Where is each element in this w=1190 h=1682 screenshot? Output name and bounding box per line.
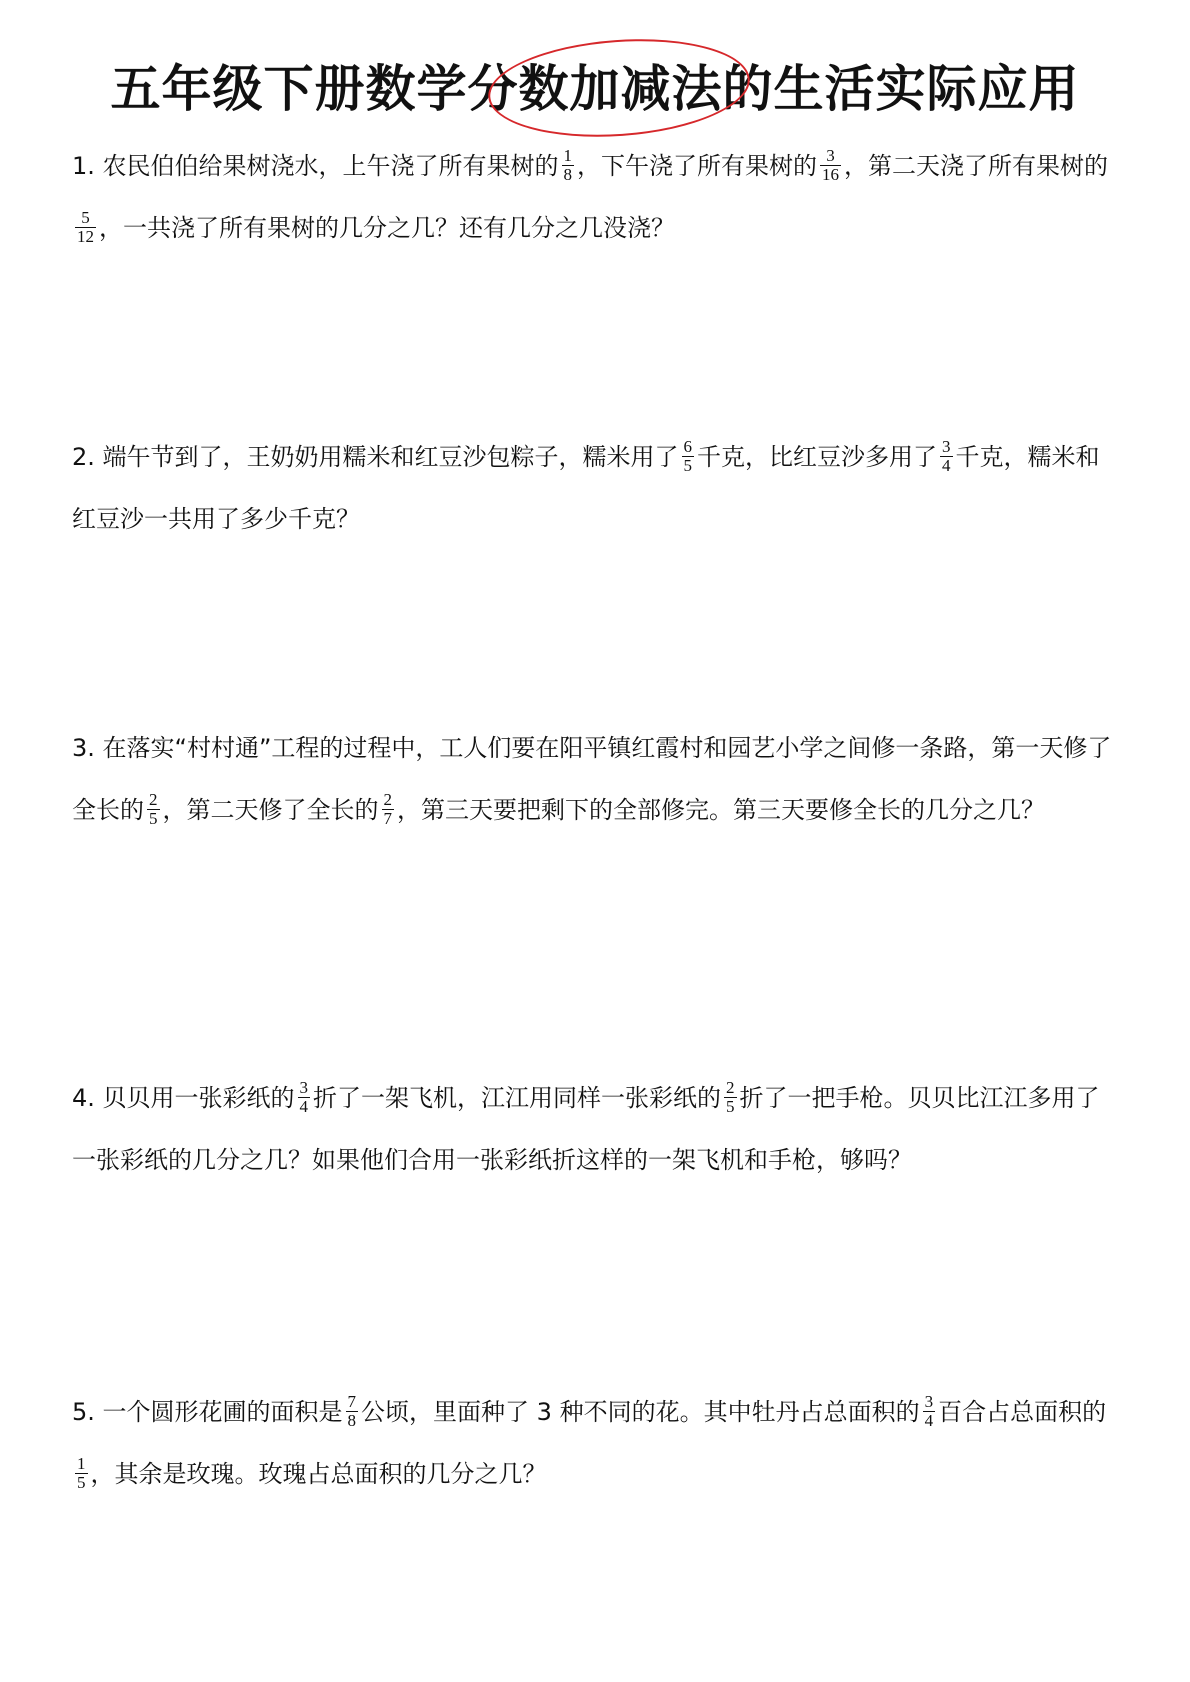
question-text: 千克，比红豆沙多用了 [697, 443, 938, 471]
question-text: ，其余是玫瑰。玫瑰占总面积的几分之几？ [90, 1460, 547, 1488]
fraction-denominator: 12 [77, 226, 94, 246]
question-4 [72, 1067, 1120, 1191]
question-number: 3. [72, 734, 95, 762]
fraction-denominator: 5 [683, 455, 693, 475]
fraction [682, 438, 695, 475]
question-5 [72, 1381, 1120, 1505]
question-3 [72, 717, 1120, 841]
fraction-denominator: 4 [924, 1410, 934, 1430]
question-number: 2. [72, 443, 95, 471]
fraction-numerator: 3 [924, 1391, 934, 1411]
question-text: 端午节到了，王奶奶用糯米和红豆沙包粽子，糯米用了 [102, 443, 679, 471]
fraction-denominator: 4 [942, 455, 951, 475]
fraction-numerator: 2 [726, 1077, 735, 1097]
question-text: ，第二天修了全长的 [162, 796, 379, 824]
fraction-numerator: 1 [77, 1453, 86, 1473]
page-title: 五年级下册数学分数加减法的生活实际应用 [110, 60, 1080, 118]
fraction-denominator: 5 [149, 808, 158, 828]
red-circle-annotation [485, 31, 753, 145]
fraction-numerator: 1 [563, 145, 573, 165]
fraction-denominator: 8 [347, 1410, 357, 1430]
question-text: 贝贝用一张彩纸的 [102, 1084, 295, 1112]
fraction [75, 209, 96, 246]
fraction [923, 1393, 936, 1430]
fraction-numerator: 3 [299, 1077, 309, 1097]
question-text: 公顷，里面种了 3 种不同的花。其中牡丹占总面积的 [361, 1398, 920, 1426]
fraction-denominator: 4 [299, 1096, 309, 1116]
fraction [147, 791, 160, 828]
question-1 [72, 135, 1120, 259]
fraction [75, 1455, 88, 1492]
question-2 [72, 426, 1120, 550]
question-number: 5. [72, 1398, 95, 1426]
question-text: 千克，糯米和红豆沙一共用了多少千克？ [72, 443, 1100, 533]
fraction-numerator: 6 [683, 436, 693, 456]
fraction-denominator: 5 [77, 1472, 86, 1492]
fraction-numerator: 7 [347, 1391, 357, 1411]
question-text: 折了一把手枪。贝贝比江江多用了一张彩纸的几分之几？如果他们合用一张彩纸折这样的一架飞机和手枪，够吗？ [72, 1084, 1100, 1174]
fraction-denominator: 16 [822, 164, 840, 184]
fraction [562, 147, 575, 184]
fraction-numerator: 2 [149, 789, 158, 809]
question-text: ，第二天浇了所有果树的 [844, 152, 1109, 180]
question-text: ，第三天要把剩下的全部修完。第三天要修全长的几分之几？ [397, 796, 1045, 824]
question-text: 农民伯伯给果树浇水，上午浇了所有果树的 [102, 152, 559, 180]
question-text: ，下午浇了所有果树的 [577, 152, 818, 180]
question-number: 4. [72, 1084, 95, 1112]
question-text: 一个圆形花圃的面积是 [102, 1398, 343, 1426]
question-text: 百合占总面积的 [938, 1398, 1107, 1426]
question-text: 折了一架飞机，江江用同样一张彩纸的 [313, 1084, 722, 1112]
fraction-numerator: 3 [820, 147, 841, 166]
fraction-numerator: 2 [383, 789, 392, 809]
question-text: ，一共浇了所有果树的几分之几？还有几分之几没浇？ [99, 214, 675, 242]
fraction [724, 1079, 737, 1116]
fraction [382, 791, 395, 828]
question-text: 在落实“村村通”工程的过程中，工人们要在阳平镇红霞村和园艺小学之间修一条路，第一天修了全长的 [72, 734, 1112, 824]
question-number: 1. [72, 152, 95, 180]
fraction-numerator: 3 [942, 436, 951, 456]
fraction-numerator: 5 [75, 209, 96, 228]
fraction-denominator: 7 [383, 808, 392, 828]
fraction [346, 1393, 359, 1430]
fraction-denominator: 8 [563, 164, 573, 184]
fraction [298, 1079, 311, 1116]
fraction [940, 438, 953, 475]
fraction-denominator: 5 [726, 1096, 735, 1116]
fraction [820, 147, 841, 184]
